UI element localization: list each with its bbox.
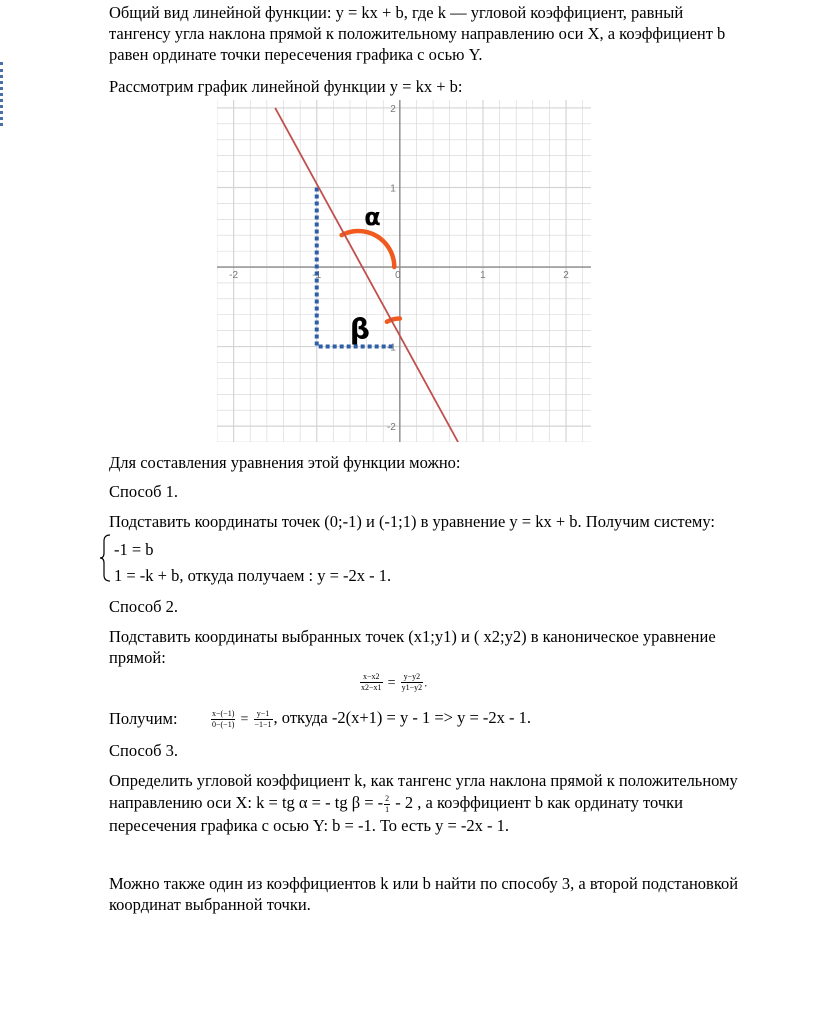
final-line-2: координат выбранной точки. [109,895,311,914]
got-fraction-2 [254,709,273,730]
slope-den: 1 [385,804,390,814]
system-line-1: -1 = b [114,540,154,559]
method2-body-1: Подставить координаты выбранных точек (x1;y1) и ( x2;y2) в каноническое уравнение [109,627,716,646]
method3-line-3: пересечения графика с осью Y: b = -1. То есть y = -2x - 1. [109,816,510,835]
page-edge-marker [0,62,7,126]
x-tick-label: 2 [563,270,569,282]
method3-title: Способ 3. [109,741,178,760]
x-tick-label: 1 [480,270,486,282]
x-tick-label: -2 [229,270,239,282]
y-tick-label: 1 [390,183,396,195]
x-tick-label: -1 [312,270,322,282]
got-den-2: −1−1 [254,719,272,729]
slope-num: 2 [385,793,390,803]
canon-fraction-1 [360,672,383,693]
graph-axes [217,100,591,442]
canon-num-1: x−x2 [360,672,383,683]
y-tick-label: 2 [390,103,396,115]
method3-line-1: Определить угловой коэффициент k, как тангенс угла наклона прямой к положительному [109,771,738,790]
method1-body: Подставить координаты точек (0;-1) и (-1;1) в уравнение y = kx + b. Получим систему: [109,512,715,531]
intro-line-3: равен ординате точки пересечения графика с осью Y. [109,45,483,64]
canon-fraction-2 [401,672,424,693]
got-equation: $\frac{x-(-1)}{0-(-1)}$ = $\frac{y-1}{-1-1}$ , откуда -2(x+1) = y - 1 => y = -2x - 1. [212,708,531,729]
got-num-2: y−1 [254,709,273,720]
method1-title: Способ 1. [109,482,178,501]
got-fraction-1 [211,709,235,730]
function-graph [217,100,591,442]
intro-line-1: Общий вид линейной функции: y = kx + b, где k — угловой коэффициент, равный [109,3,684,22]
y-tick-label: -1 [386,342,396,354]
method3-line-2 [109,791,683,815]
x-tick-label: 0 [395,270,401,282]
method3-line-2-a: направлению оси X: k = tg α = - tg β = - [109,793,384,812]
consider-line: Рассмотрим график линейной функции y = kx + b: [109,77,463,96]
angle-arc-beta [387,319,400,322]
method2-title: Способ 2. [109,597,178,616]
got-rest: , откуда -2(x+1) = y - 1 => y = -2x - 1. [273,708,531,727]
got-label: Получим: [109,709,178,728]
canon-den-1: x2−x1 [361,683,382,692]
slope-fraction [384,794,390,815]
intro-line-2: тангенсу угла наклона прямой к положительному направлению оси X, а коэффициент b [109,24,726,43]
beta-label: β [349,312,370,346]
got-num-1: x−(−1) [212,708,235,718]
final-line-1: Можно также один из коэффициентов k или b найти по способу 3, а второй подстановкой [109,874,739,893]
canon-den-2: y1−y2 [401,683,423,692]
angle-arc-alpha [342,231,395,267]
method2-body-2: прямой: [109,648,166,667]
alpha-label: α [364,203,381,232]
got-den-1: 0−(−1) [212,719,235,729]
method3-line-2-b: - 2 , а коэффициент b как ординату точки [391,793,684,812]
equals-sign: = [387,675,396,691]
to-compose-line: Для составления уравнения этой функции можно: [109,453,461,472]
canon-num-2: y−y2 [401,672,424,683]
graph-grid [217,100,591,442]
y-tick-label: -2 [386,422,396,434]
canonical-equation: $\frac{x-x2}{x2-x1}$ = $\frac{y-y2}{y1-y2}$ . [361,672,428,692]
system-brace [99,533,113,583]
system-line-2: 1 = -k + b, откуда получаем : y = -2x - 1. [114,566,392,585]
